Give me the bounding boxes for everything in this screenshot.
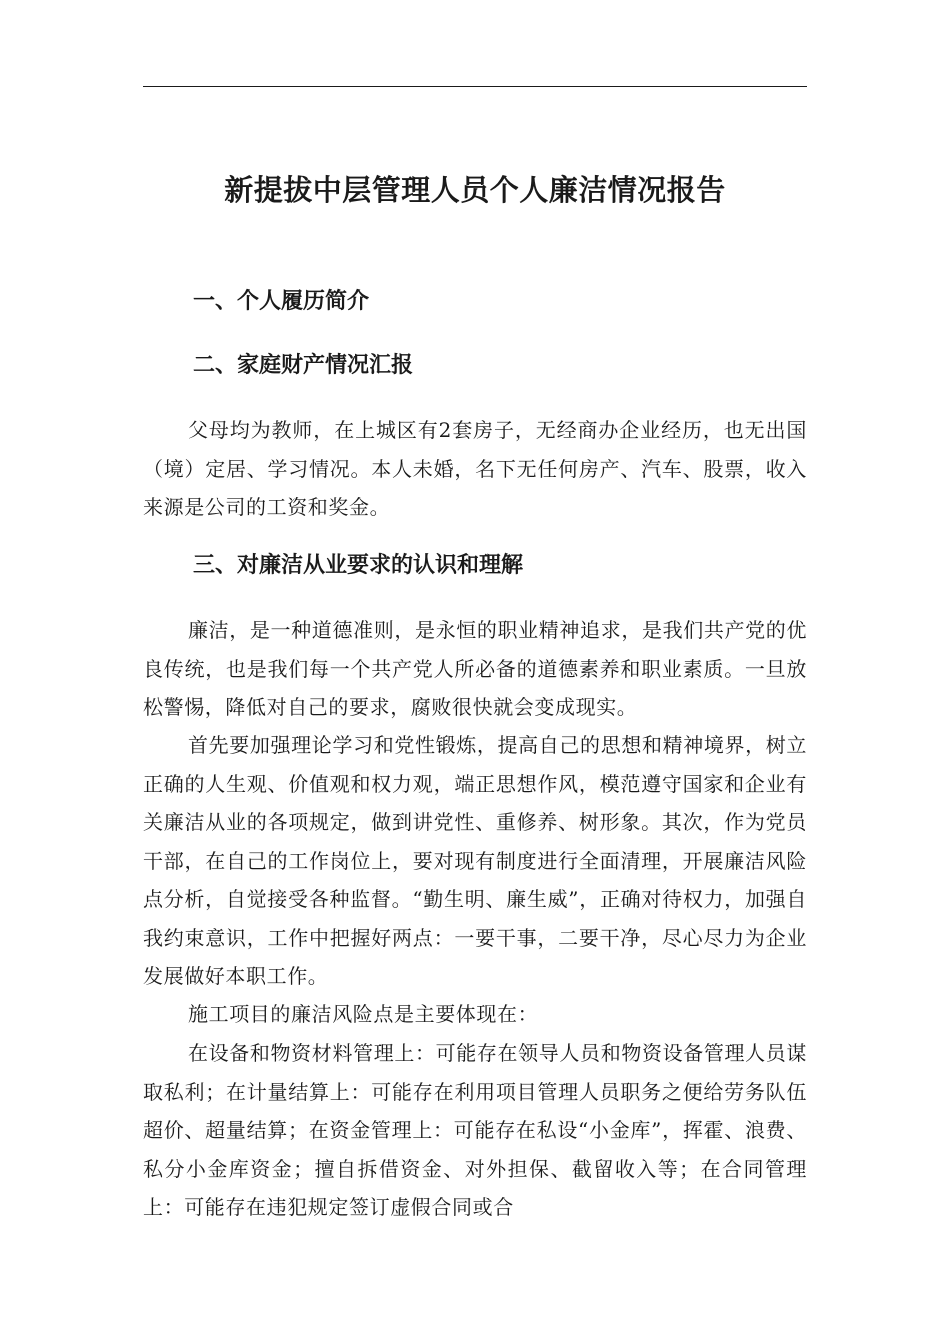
document-title: 新提拔中层管理人员个人廉洁情况报告 <box>224 173 726 207</box>
section-heading-resume: 一、个人履历简介 <box>193 289 370 314</box>
header-rule <box>143 86 807 87</box>
paragraph-integrity-definition: 廉洁，是一种道德准则，是永恒的职业精神追求，是我们共产党的优良传统，也是我们每一个共产党人所必备的道德素养和职业素质。一旦放松警惕，降低对自己的要求，腐败很快就会变成现实。 <box>143 618 807 719</box>
section-heading-integrity: 三、对廉洁从业要求的认识和理解 <box>193 553 524 578</box>
section-heading-family-assets: 二、家庭财产情况汇报 <box>193 353 414 378</box>
paragraph-risk-details: 在设备和物资材料管理上：可能存在领导人员和物资设备管理人员谋取私利；在计量结算上：可能存在利用项目管理人员职务之便给劳务队伍超价、超量结算；在资金管理上：可能存在私设“小金库”，挥霍、浪费、私分小金库资金；擅自拆借资金、对外担保、截留收入等；在合同管理上：可能存在违犯规定签订虚假合同或合 <box>143 1041 807 1219</box>
paragraph-risk-intro: 施工项目的廉洁风险点是主要体现在： <box>188 1002 539 1026</box>
paragraph-family-assets: 父母均为教师，在上城区有2套房子，无经商办企业经历，也无出国（境）定居、学习情况。本人未婚，名下无任何房产、汽车、股票，收入来源是公司的工资和奖金。 <box>143 418 807 519</box>
paragraph-integrity-actions: 首先要加强理论学习和党性锻炼，提高自己的思想和精神境界，树立正确的人生观、价值观和权力观，端正思想作风，模范遵守国家和企业有关廉洁从业的各项规定，做到讲党性、重修养、树形象。其次，作为党员干部，在自己的工作岗位上，要对现有制度进行全面清理，开展廉洁风险点分析，自觉接受各种监督。“勤生明、廉生威”，正确对待权力，加强自我约束意识，工作中把握好两点：一要干事，二要干净，尽心尽力为企业发展做好本职工作。 <box>143 733 807 988</box>
